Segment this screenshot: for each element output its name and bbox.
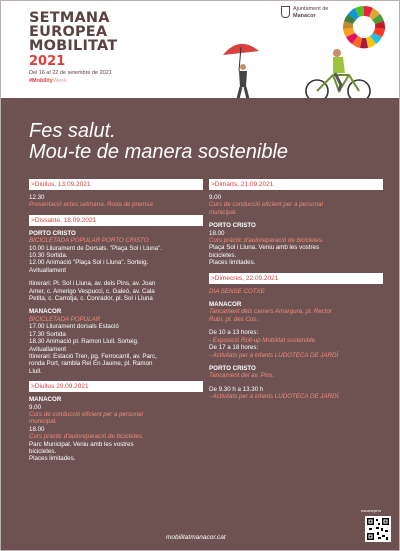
- itinerary-line: Itinerari: Estació Tren, pg. Ferrocarril, av. Parc,: [29, 352, 157, 360]
- event-time: 18.00: [209, 229, 225, 237]
- title-line-2: EUROPEA: [29, 24, 108, 40]
- event-title: - Activitats per a infants LUDOTECA DE JARDÍ: [209, 351, 339, 359]
- event-hours: De 17 a 18 hores:: [209, 344, 259, 352]
- event-hours: De 10 a 13 hores:: [209, 329, 259, 337]
- itinerary-line: Petita, c. Carrotja, c. Conrador, pl. Sol i Lluna: [29, 295, 153, 303]
- hashtag: [29, 78, 67, 84]
- event-time: 9.00: [209, 194, 222, 201]
- left-column: [29, 179, 203, 463]
- event-line: Avituallament: [29, 266, 67, 274]
- event-time: 18.00: [29, 425, 45, 433]
- hashtag-main: #Mobility: [29, 78, 53, 84]
- place-label: MANACOR: [29, 308, 62, 316]
- ajuntament-line-2: Manacor: [293, 13, 316, 19]
- event-line: bicicletes.: [209, 251, 237, 259]
- event-title: Presentació actes setmana. Roda de premsa: [29, 201, 153, 209]
- event-time: 9.00: [29, 403, 42, 411]
- event-line: 17.30 Sortida: [29, 330, 66, 338]
- event-title: municipal.: [209, 208, 237, 216]
- place-label: MANACOR: [29, 396, 62, 404]
- event-title: Curs de conducció eficient per a personal: [29, 410, 143, 418]
- event-title: - Activitats per a infants LUDOTECA DE JARDÍ.: [209, 393, 340, 401]
- place-label: PORTO CRISTO: [209, 222, 256, 230]
- ajuntament-logo: [281, 6, 341, 20]
- event-title: Curs de conducció eficient per a personal: [209, 201, 323, 209]
- event-hours: De 9.30 h a 13.30 h: [209, 385, 264, 393]
- event-line: 12.00 Animació "Plaça Sol i Lluna". Sorteig.: [29, 259, 149, 267]
- right-column: [209, 179, 383, 401]
- event-time: 12.30: [29, 194, 45, 201]
- event-line: Places limitades.: [209, 259, 256, 267]
- place-label: PORTO CRISTO: [29, 229, 76, 237]
- event-title: Tancament del av. Pins.: [209, 372, 275, 380]
- event-line: 10.00 Lliurament de Dorsals. "Plaça Sol i Lluna".: [29, 244, 163, 252]
- header: [1, 1, 400, 105]
- event-line: Places limitades.: [29, 455, 76, 463]
- itinerary-line: Amer, c. Amerigo Vespucci, c. Galeó, av. Cala: [29, 287, 155, 295]
- event-line: Parc Municipal. Veniu amb les vostres: [29, 440, 134, 448]
- title-line-1: SETMANA: [29, 10, 110, 26]
- day-header: >Diullus 20.09.2021: [29, 381, 203, 392]
- title-line-3: MOBILITAT: [29, 38, 118, 54]
- sdg-wheel-icon: [341, 4, 387, 50]
- qr-label: escaneja'm: [361, 508, 382, 513]
- event-title: - Exposició Roll-up Mobilitat sostenible.: [209, 336, 317, 344]
- place-label: MANACOR: [209, 301, 242, 309]
- day-subtitle: DIA SENSE COTXE: [209, 287, 265, 295]
- event-line: Plaça Sol i Lluna. Veniu amb les vostres: [209, 244, 320, 252]
- hashtag-light: Week: [52, 78, 67, 84]
- itinerary-line: Llull.: [29, 367, 42, 375]
- itinerary-line: Itinerari: Pl. Sol i Lluna, av. dels Pins, av. Joan: [29, 280, 156, 288]
- day-header: >Diullus, 13.09.2021: [29, 179, 203, 190]
- ground-strip: [1, 98, 400, 106]
- place-label: PORTO CRISTO: [209, 364, 256, 372]
- event-dates: Del 16 al 22 de setembre de 2021: [29, 70, 112, 76]
- hero-heading: [29, 121, 288, 163]
- ajuntament-line-1: Ajuntament de: [293, 6, 329, 12]
- hero-line-1: Fes salut.: [29, 120, 116, 142]
- hero-line-2: Mou-te de manera sostenible: [29, 141, 289, 163]
- event-line: 10.30 Sortida.: [29, 252, 68, 260]
- event-line: Avituallament: [29, 345, 67, 353]
- event-title: municipal.: [29, 418, 57, 426]
- itinerary-line: ronda Port, rambla Rei En Jaume, pl. Ramon: [29, 360, 153, 368]
- day-header: >Dissabte, 18.09.2021: [29, 215, 203, 226]
- year: 2021: [29, 54, 66, 69]
- event-line: 18.30 Animació pl. Ramon Llull. Sorteig.: [29, 338, 139, 346]
- event-title: BICICLETADA POPULAR: [29, 315, 101, 323]
- day-header: >Dimecres, 22.09.2021: [209, 273, 383, 284]
- event-title: Rubí, pl. des Cos.: [209, 315, 259, 323]
- event-line: 17.00 Lliurament dorsals Estació: [29, 323, 119, 331]
- event-title: Curs pràctic d'autoreparació de bicicletes.: [29, 433, 144, 441]
- website-link[interactable]: mobilitatmanacor.cat: [166, 534, 226, 541]
- event-line: bicicletes.: [29, 447, 57, 455]
- shield-icon: [281, 6, 290, 18]
- event-title: Curs pràctic d'autoreparació de bicicletes.: [209, 237, 324, 245]
- event-title: Tancament dels carrers Amargura, pl. Rector: [209, 308, 332, 316]
- qr-code-icon[interactable]: [365, 516, 391, 542]
- day-header: >Dimarts, 21.09.2021: [209, 179, 383, 190]
- pedestrian-umbrella-icon: [219, 37, 269, 107]
- event-title: BICICLETADA POPULAR PORTO CRISTO: [29, 237, 149, 245]
